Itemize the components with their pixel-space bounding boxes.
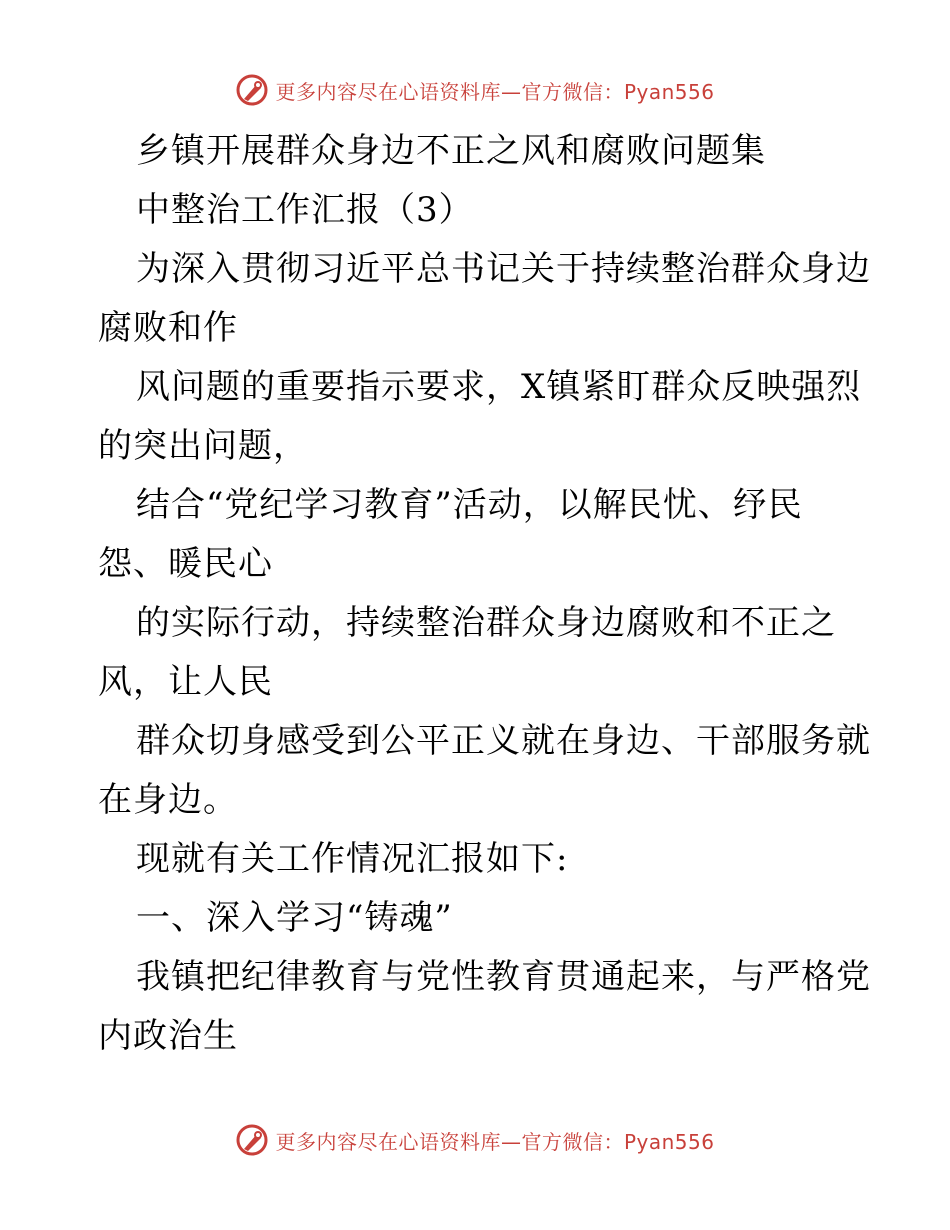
text-line: 中整治工作汇报（3）: [136, 190, 474, 230]
pen-nib-logo-icon: [235, 73, 269, 107]
text-line: 为深入贯彻习近平总书记关于持续整治群众身边: [136, 249, 871, 289]
pen-nib-logo-icon: [235, 1123, 269, 1157]
text-line: 怨、暖民心: [98, 544, 273, 584]
text-line: 我镇把纪律教育与党性教育贯通起来，与严格党: [136, 957, 871, 997]
text-line: 风，让人民: [98, 662, 273, 702]
text-line: 的实际行动，持续整治群众身边腐败和不正之: [136, 603, 836, 643]
document-body: [98, 122, 871, 1066]
text-line: 现就有关工作情况汇报如下:: [136, 839, 569, 879]
text-line: 一、深入学习“铸魂”: [136, 898, 453, 938]
watermark-banner-bottom: [0, 1120, 950, 1160]
text-line: 乡镇开展群众身边不正之风和腐败问题集: [136, 131, 766, 171]
watermark-group: [235, 73, 714, 107]
watermark-banner-top: [0, 70, 950, 110]
text-line: 风问题的重要指示要求，X镇紧盯群众反映强烈: [136, 367, 862, 407]
text-line: 结合“党纪学习教育”活动，以解民忧、纾民: [136, 485, 803, 525]
watermark-text: 更多内容尽在心语资料库—官方微信：Pyan556: [275, 1129, 715, 1154]
text-line: 在身边。: [98, 780, 238, 820]
text-line: 群众切身感受到公平正义就在身边、干部服务就: [136, 721, 871, 761]
text-line: 腐败和作: [98, 308, 238, 348]
text-line: 的突出问题，: [98, 426, 308, 466]
watermark-text: 更多内容尽在心语资料库—官方微信：Pyan556: [275, 79, 715, 104]
text-line: 内政治生: [98, 1016, 238, 1056]
watermark-group: [235, 1123, 714, 1157]
